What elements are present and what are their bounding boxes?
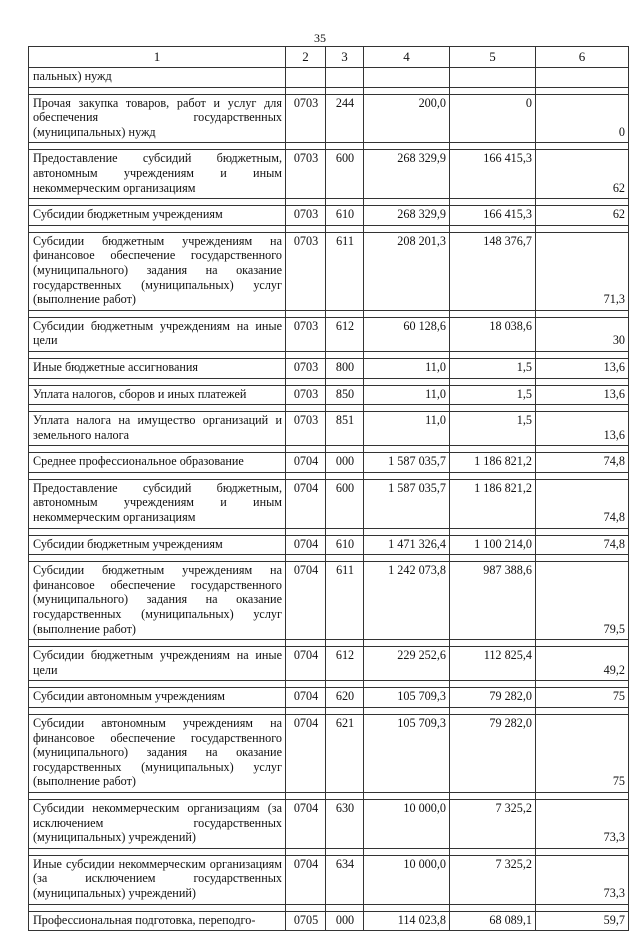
row-percent: 59,7 [536, 911, 629, 931]
table-body [29, 68, 629, 931]
row-plan-value: 268 329,9 [364, 206, 450, 226]
continuation-text: пальных) нужд [29, 68, 286, 88]
row-name: Субсидии автономным учреждениям на финансовое обеспечение государственного (муниципального) задания на оказание государственных (муниципальных) услуг (выполнение работ) [29, 715, 286, 793]
table-row [29, 232, 629, 310]
table-row [29, 206, 629, 226]
row-plan-value: 10 000,0 [364, 799, 450, 848]
row-fact-value: 1 186 821,2 [450, 479, 536, 528]
row-percent: 0 [536, 94, 629, 143]
row-spacer [29, 446, 629, 453]
row-section-code: 0703 [286, 150, 326, 199]
row-fact-value: 7 325,2 [450, 855, 536, 904]
row-fact-value: 1 100 214,0 [450, 535, 536, 555]
row-percent: 49,2 [536, 647, 629, 681]
row-name: Иные субсидии некоммерческим организациям (за исключением государственных (муниципальных) учреждений) [29, 855, 286, 904]
row-name: Субсидии бюджетным учреждениям [29, 535, 286, 555]
table-row [29, 385, 629, 405]
row-spacer [29, 472, 629, 479]
row-plan-value: 10 000,0 [364, 855, 450, 904]
table-row [29, 715, 629, 793]
row-plan-value: 208 201,3 [364, 232, 450, 310]
row-percent: 73,3 [536, 855, 629, 904]
row-fact-value: 0 [450, 94, 536, 143]
row-fact-value: 79 282,0 [450, 715, 536, 793]
table-row [29, 358, 629, 378]
row-name: Уплата налога на имущество организаций и земельного налога [29, 412, 286, 446]
row-expense-type: 611 [326, 562, 364, 640]
row-percent: 13,6 [536, 412, 629, 446]
row-percent: 13,6 [536, 385, 629, 405]
row-section-code: 0704 [286, 479, 326, 528]
row-name: Уплата налогов, сборов и иных платежей [29, 385, 286, 405]
row-spacer [29, 904, 629, 911]
row-plan-value: 268 329,9 [364, 150, 450, 199]
row-expense-type: 620 [326, 688, 364, 708]
row-name: Иные бюджетные ассигнования [29, 358, 286, 378]
row-expense-type: 611 [326, 232, 364, 310]
row-plan-value: 11,0 [364, 412, 450, 446]
row-section-code: 0703 [286, 412, 326, 446]
row-percent: 79,5 [536, 562, 629, 640]
row-plan-value: 1 471 326,4 [364, 535, 450, 555]
row-section-code: 0704 [286, 855, 326, 904]
row-name: Субсидии бюджетным учреждениям на финансовое обеспечение государственного (муниципального) задания на оказание государственных (муниципальных) услуг (выполнение работ) [29, 562, 286, 640]
row-section-code: 0703 [286, 232, 326, 310]
row-fact-value: 166 415,3 [450, 150, 536, 199]
row-plan-value: 11,0 [364, 385, 450, 405]
table-row [29, 562, 629, 640]
row-section-code: 0704 [286, 562, 326, 640]
row-plan-value: 200,0 [364, 94, 450, 143]
continuation-row [29, 68, 629, 88]
row-fact-value: 148 376,7 [450, 232, 536, 310]
row-spacer [29, 310, 629, 317]
row-section-code: 0704 [286, 688, 326, 708]
row-spacer [29, 405, 629, 412]
row-section-code: 0703 [286, 358, 326, 378]
header-col-6: 6 [536, 47, 629, 68]
row-spacer [29, 351, 629, 358]
table-row [29, 412, 629, 446]
row-expense-type: 600 [326, 150, 364, 199]
row-section-code: 0704 [286, 715, 326, 793]
row-fact-value: 1 186 821,2 [450, 453, 536, 473]
row-plan-value: 1 587 035,7 [364, 453, 450, 473]
row-expense-type: 634 [326, 855, 364, 904]
table-row [29, 453, 629, 473]
row-name: Прочая закупка товаров, работ и услуг для обеспечения государственных (муниципальных) нужд [29, 94, 286, 143]
table-row [29, 479, 629, 528]
row-spacer [29, 378, 629, 385]
row-fact-value: 1,5 [450, 412, 536, 446]
table-header-row [29, 47, 629, 68]
row-percent: 62 [536, 150, 629, 199]
row-fact-value: 987 388,6 [450, 562, 536, 640]
row-plan-value: 114 023,8 [364, 911, 450, 931]
row-spacer [29, 681, 629, 688]
row-section-code: 0703 [286, 385, 326, 405]
row-percent: 74,8 [536, 479, 629, 528]
row-fact-value: 166 415,3 [450, 206, 536, 226]
row-fact-value: 112 825,4 [450, 647, 536, 681]
row-name: Субсидии бюджетным учреждениям на финансовое обеспечение государственного (муниципального) задания на оказание государственных (муниципальных) услуг (выполнение работ) [29, 232, 286, 310]
row-spacer [29, 87, 629, 94]
row-percent: 73,3 [536, 799, 629, 848]
row-percent: 74,8 [536, 453, 629, 473]
header-col-2: 2 [286, 47, 326, 68]
row-spacer [29, 225, 629, 232]
row-plan-value: 11,0 [364, 358, 450, 378]
row-plan-value: 105 709,3 [364, 715, 450, 793]
row-name: Субсидии бюджетным учреждениям на иные цели [29, 647, 286, 681]
budget-table [28, 46, 629, 931]
table-row [29, 94, 629, 143]
row-plan-value: 1 242 073,8 [364, 562, 450, 640]
row-name: Субсидии некоммерческим организациям (за исключением государственных (муниципальных) учреждений) [29, 799, 286, 848]
row-section-code: 0704 [286, 453, 326, 473]
row-spacer [29, 199, 629, 206]
header-col-4: 4 [364, 47, 450, 68]
row-spacer [29, 792, 629, 799]
row-expense-type: 850 [326, 385, 364, 405]
row-percent: 75 [536, 715, 629, 793]
row-expense-type: 621 [326, 715, 364, 793]
row-percent: 30 [536, 317, 629, 351]
row-expense-type: 630 [326, 799, 364, 848]
row-fact-value: 18 038,6 [450, 317, 536, 351]
row-expense-type: 610 [326, 535, 364, 555]
row-spacer [29, 143, 629, 150]
row-spacer [29, 528, 629, 535]
header-col-1: 1 [29, 47, 286, 68]
row-fact-value: 1,5 [450, 385, 536, 405]
row-spacer [29, 848, 629, 855]
row-expense-type: 612 [326, 317, 364, 351]
row-section-code: 0703 [286, 94, 326, 143]
row-name: Предоставление субсидий бюджетным, автономным учреждениям и иным некоммерческим организациям [29, 479, 286, 528]
row-name: Субсидии автономным учреждениям [29, 688, 286, 708]
table-row [29, 647, 629, 681]
row-fact-value: 79 282,0 [450, 688, 536, 708]
row-expense-type: 000 [326, 453, 364, 473]
row-expense-type: 851 [326, 412, 364, 446]
row-percent: 71,3 [536, 232, 629, 310]
table-row [29, 535, 629, 555]
row-section-code: 0704 [286, 535, 326, 555]
table-row [29, 911, 629, 931]
table-row [29, 799, 629, 848]
row-name: Среднее профессиональное образование [29, 453, 286, 473]
row-spacer [29, 708, 629, 715]
page-number: 35 [314, 31, 326, 45]
row-expense-type: 800 [326, 358, 364, 378]
row-section-code: 0705 [286, 911, 326, 931]
row-name: Предоставление субсидий бюджетным, автономным учреждениям и иным некоммерческим организациям [29, 150, 286, 199]
table-row [29, 688, 629, 708]
row-section-code: 0704 [286, 647, 326, 681]
row-plan-value: 60 128,6 [364, 317, 450, 351]
row-section-code: 0704 [286, 799, 326, 848]
row-fact-value: 1,5 [450, 358, 536, 378]
table-row [29, 150, 629, 199]
row-expense-type: 000 [326, 911, 364, 931]
row-name: Субсидии бюджетным учреждениям на иные цели [29, 317, 286, 351]
row-section-code: 0703 [286, 206, 326, 226]
row-fact-value: 68 089,1 [450, 911, 536, 931]
row-expense-type: 612 [326, 647, 364, 681]
table-row [29, 855, 629, 904]
table-row [29, 317, 629, 351]
header-col-3: 3 [326, 47, 364, 68]
row-fact-value: 7 325,2 [450, 799, 536, 848]
row-expense-type: 244 [326, 94, 364, 143]
header-col-5: 5 [450, 47, 536, 68]
row-spacer [29, 555, 629, 562]
row-plan-value: 1 587 035,7 [364, 479, 450, 528]
row-percent: 75 [536, 688, 629, 708]
row-spacer [29, 640, 629, 647]
row-expense-type: 610 [326, 206, 364, 226]
row-name: Профессиональная подготовка, переподго- [29, 911, 286, 931]
row-plan-value: 105 709,3 [364, 688, 450, 708]
row-name: Субсидии бюджетным учреждениям [29, 206, 286, 226]
row-percent: 13,6 [536, 358, 629, 378]
row-percent: 62 [536, 206, 629, 226]
row-section-code: 0703 [286, 317, 326, 351]
row-percent: 74,8 [536, 535, 629, 555]
row-expense-type: 600 [326, 479, 364, 528]
row-plan-value: 229 252,6 [364, 647, 450, 681]
